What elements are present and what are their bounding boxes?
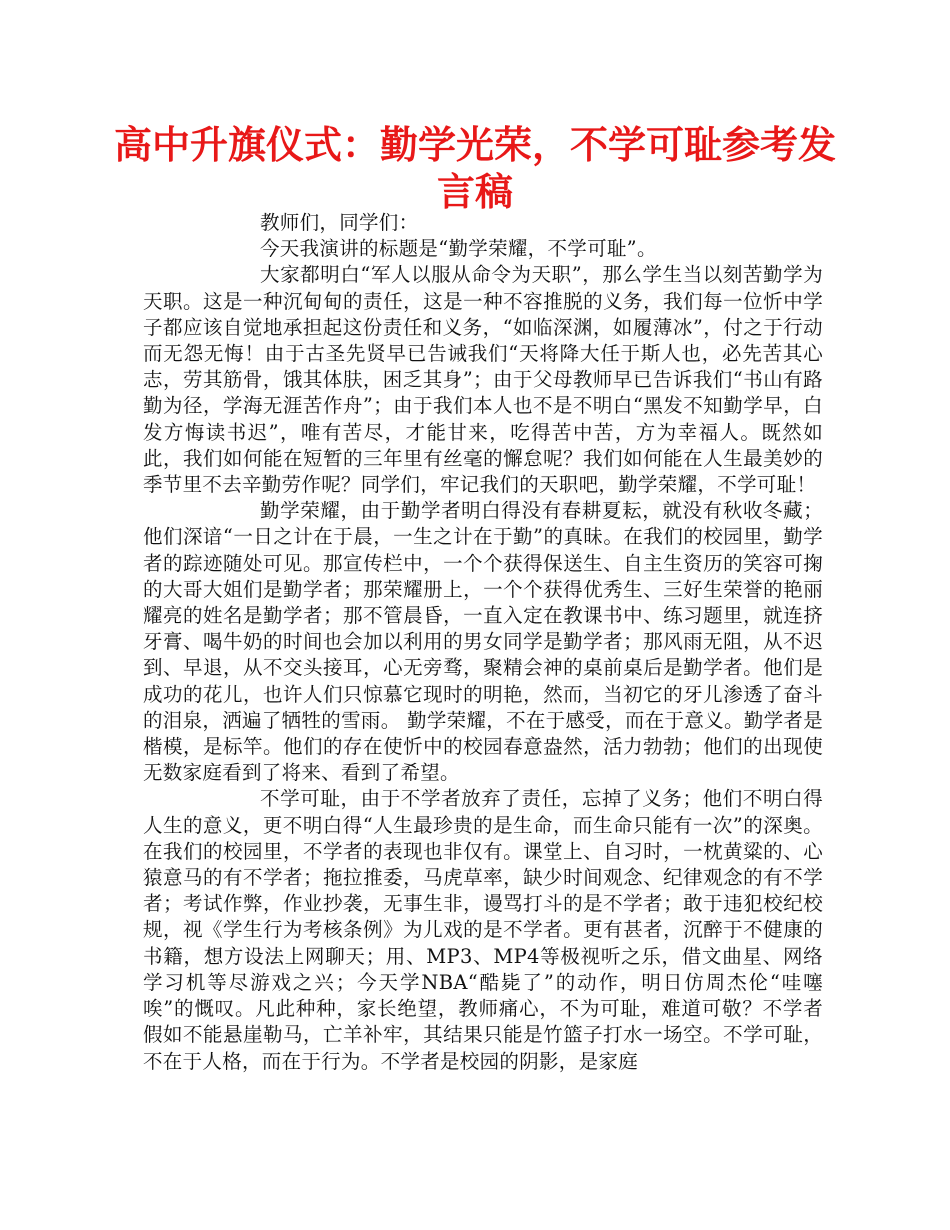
paragraph-shame: 不学可耻，由于不学者放弃了责任，忘掉了义务；他们不明白得人生的意义，更不明白得“人生最珍贵的是生命，而生命只能有一次”的深奥。在我们的校园里，不学者的表现也非仅有。课堂上、自习时，一枕黄粱的、心猿意马的有不学者；拖拉推委，马虎草率，缺少时间观念、纪律观念的有不学者；考试作弊，作业抄袭，无事生非，谩骂打斗的是不学者；敢于违犯校纪校规，视《学生行为考核条例》为儿戏的是不学者。更有甚者，沉醉于不健康的书籍，想方设法上网聊天；用、MP3、MP4等极视听之乐，借文曲星、网络学习机等尽游戏之兴；今天学NBA“酷毙了”的动作，明日仿周杰伦“哇噻唉”的慨叹。凡此种种，家长绝望，教师痛心，不为可耻，难道可敬？不学者假如不能悬崖勒马，亡羊补牢，其结果只能是竹篮子打水一场空。不学可耻，不在于人格，而在于行为。不学者是校园的阴影，是家庭 (143, 787, 823, 1073)
paragraph-salutation: 教师们，同学们： (260, 211, 419, 234)
paragraph-duty: 大家都明白“军人以服从命令为天职”，那么学生当以刻苦勤学为天职。这是一种沉甸甸的责任，这是一种不容推脱的义务，我们每一位忻中学子都应该自觉地承担起这份责任和义务，“如临深渊，如履薄冰”，付之于行动而无怨无悔！由于古圣先贤早已告诫我们“天将降大任于斯人也，必先苦其心志，劳其筋骨，饿其体肤，困乏其身”；由于父母教师早已告诉我们“书山有路勤为径，学海无涯苦作舟”；由于我们本人也不是不明白“黑发不知勤学早，白发方悔读书迟”，唯有苦尽，才能甘来，吃得苦中苦，方为幸福人。既然如此，我们如何能在短暂的三年里有丝毫的懈怠呢？我们如何能在人生最美妙的季节里不去辛勤劳作呢？同学们，牢记我们的天职吧，勤学荣耀，不学可耻！ (143, 263, 823, 497)
paragraph-intro: 今天我演讲的标题是“勤学荣耀，不学可耻”。 (260, 237, 657, 261)
paragraph-diligence: 勤学荣耀，由于勤学者明白得没有春耕夏耘，就没有秋收冬藏；他们深谙“一日之计在于晨，一生之计在于勤”的真昧。在我们的校园里，勤学者的踪迹随处可见。那宣传栏中，一个个获得保送生、自主生资历的笑容可掬的大哥大姐们是勤学者；那荣耀册上，一个个获得优秀生、三好生荣誉的艳丽耀亮的姓名是勤学者；那不管晨昏，一直入定在教课书中、练习题里，就连挤牙膏、喝牛奶的时间也会加以利用的男女同学是勤学者；那风雨无阻，从不迟到、早退，从不交头接耳，心无旁骛，聚精会神的桌前桌后是勤学者。他们是成功的花儿，也许人们只惊慕它现时的明艳，然而，当初它的牙儿渗透了奋斗的泪泉，洒遍了牺牲的雪雨。 勤学荣耀，不在于感受，而在于意义。勤学者是楷模，是标竿。他们的存在使忻中的校园春意盎然，活力勃勃；他们的出现使无数家庭看到了将来、看到了希望。 (143, 499, 823, 785)
document-body (143, 210, 823, 1075)
document-title: 高中升旗仪式：勤学光荣，不学可耻参考发言稿 (113, 123, 836, 214)
